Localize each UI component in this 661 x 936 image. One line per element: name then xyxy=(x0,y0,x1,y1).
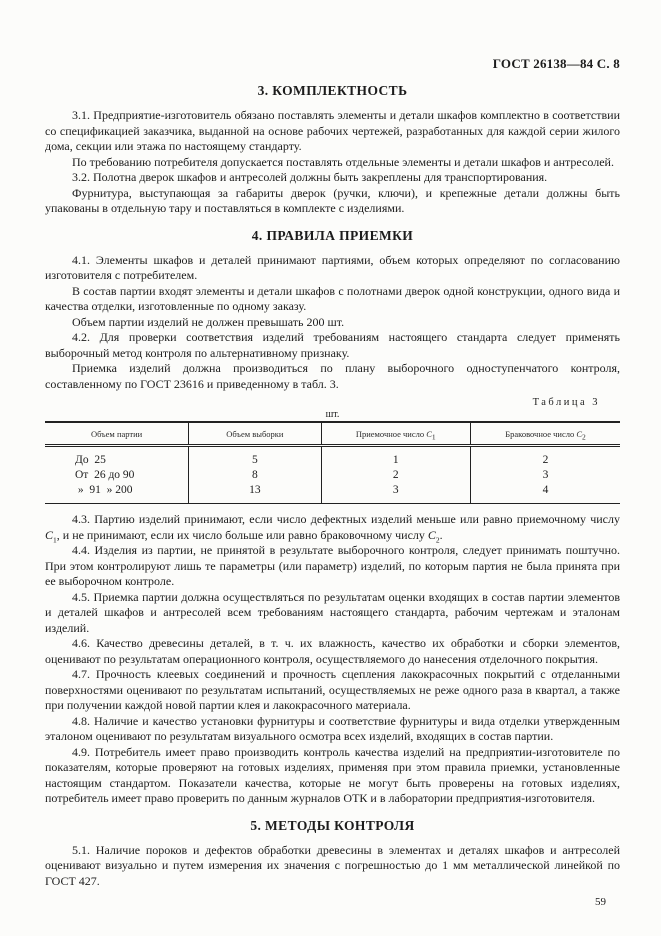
para-4-3: 4.3. Партию изделий принимают, если число дефектных изделий меньше или равно приемочному числу $C_1$, и не принимают, если их число больше или равно браковочному числу $C_2$. xyxy=(45,512,620,544)
cell-sample-size: 5 xyxy=(189,446,321,469)
cell-lot-size: » 91 » 200 xyxy=(75,484,133,496)
para-4-1-limit: Объем партии изделий не должен превышать 200 шт. xyxy=(72,314,345,329)
col-header-rejection-number: Браковочное число $C_2$ xyxy=(471,422,621,446)
col-header-lot-size: Объем партии xyxy=(45,422,189,446)
para-3-2: 3.2. Полотна дверок шкафов и антресолей должны быть закреплены для транспортирования. xyxy=(72,170,548,184)
table-row xyxy=(45,468,620,483)
col-header-acceptance-number: Приемочное число $C_1$ xyxy=(321,422,471,446)
cell-rejection-number: 2 xyxy=(471,446,621,469)
standard-reference-header: ГОСТ 26138—84 С. 8 xyxy=(492,56,620,71)
table-unit-label: шт. xyxy=(325,409,340,420)
cell-sample-size: 13 xyxy=(189,483,321,504)
cell-acceptance-number: 2 xyxy=(321,468,471,483)
table-caption: Таблица 3 xyxy=(532,397,600,408)
page-number: 59 xyxy=(595,896,606,908)
para-4-2: 4.2. Для проверки соответствия изделий требованиям настоящего стандарта следует применять выборочный метод контроля по альтернативному признаку. xyxy=(45,330,620,360)
para-4-2-cont: Приемка изделий должна производиться по плану выборочного одноступенчатого контроля, составленному по ГОСТ 23616 и приведенному в табл. 3. xyxy=(45,361,620,391)
para-4-4: 4.4. Изделия из партии, не принятой в результате выборочного контроля, следует принимать поштучно. При этом контролируют лишь те параметры (или параметр) изделий, по которым партия не была принята при ее выборочном контроле. xyxy=(45,543,620,588)
cell-lot-size: От 26 до 90 xyxy=(75,469,135,481)
para-4-5: 4.5. Приемка партии должна осуществляться по результатам оценки входящих в состав партии элементов и деталей шкафов и антресолей всем требованиям настоящего стандарта, рабочим чертежам и эталонам изделий. xyxy=(45,589,620,635)
para-5-1: 5.1. Наличие пороков и дефектов обработки древесины в элементах и деталях шкафов и антресолей оценивают визуально и путем измерения их значения с погрешностью до 1 мм металлической линейкой по ГОСТ 427. xyxy=(45,842,620,888)
para-4-9: 4.9. Потребитель имеет право производить контроль качества изделий на предприятии-изготовителе по показателям, которые проверяют на готовых изделиях, применяя при этом правила приемки, установленные настоящим стандартом. Показатели качества, которые не могут быть проверены на готовых изделиях, потребитель имеет право проверить по данным журналов ОТК и в лаборатории предприятия-изготовителя. xyxy=(45,744,620,805)
col-header-sample-size: Объем выборки xyxy=(189,422,321,446)
para-3-2-cont: Фурнитура, выступающая за габариты дверок (ручки, ключи), и крепежные детали должны быть упакованы в отдельную тару и поставляться в комплекте с изделиями. xyxy=(45,185,620,215)
para-4-8: 4.8. Наличие и качество установки фурнитуры и соответствие фурнитуры и вида отделки утвержденным эталоном оценивают по результатам визуального осмотра всех изделий, входящих в состав партии. xyxy=(45,713,620,743)
table-header-row xyxy=(45,422,620,446)
cell-rejection-number: 3 xyxy=(471,468,621,483)
section-4-title: 4. ПРАВИЛА ПРИЕМКИ xyxy=(251,227,414,243)
para-3-1-cont: По требованию потребителя допускается поставлять отдельные элементы и детали шкафов и антресолей. xyxy=(72,154,614,169)
para-3-1: 3.1. Предприятие-изготовитель обязано поставлять элементы и детали шкафов комплектно в соответствии со спецификацией заказчика, выданной на основе рабочих чертежей, разработанных для каждой серии жилого дома, секции или этажа по настоящему стандарту. xyxy=(45,108,620,153)
para-4-1: 4.1. Элементы шкафов и деталей принимают партиями, объем которых определяют по согласованию изготовителя с потребителем. xyxy=(45,252,620,282)
cell-acceptance-number: 1 xyxy=(321,446,471,469)
para-4-1-cont: В состав партии входят элементы и детали шкафов с полотнами дверок одной конструкции, одного вида и качества отделки, изготовленные по одному заказу. xyxy=(45,283,620,313)
para-4-6: 4.6. Качество древесины деталей, в т. ч. их влажность, качество их обработки и сборки элементов, оценивают по результатам операционного контроля, осуществляемого до нанесения отделочного покрытия. xyxy=(45,636,620,666)
cell-acceptance-number: 3 xyxy=(321,483,471,504)
cell-lot-size: До 25 xyxy=(75,454,106,466)
table-row xyxy=(45,483,620,504)
para-4-7: 4.7. Прочность клеевых соединений и прочность сцепления лакокрасочных покрытий с отделанными поверхностями оценивают по результатам испытаний, осуществляемых не реже одного раза в квартал, а также при получении каждой новой партии клея и лакокрасочного материала. xyxy=(45,667,620,712)
cell-sample-size: 8 xyxy=(189,468,321,483)
cell-rejection-number: 4 xyxy=(471,483,621,504)
sampling-plan-table xyxy=(45,421,620,504)
section-3-title: 3. КОМПЛЕКТНОСТЬ xyxy=(257,83,408,98)
table-row xyxy=(45,446,620,469)
section-5-title: 5. МЕТОДЫ КОНТРОЛЯ xyxy=(250,817,415,833)
